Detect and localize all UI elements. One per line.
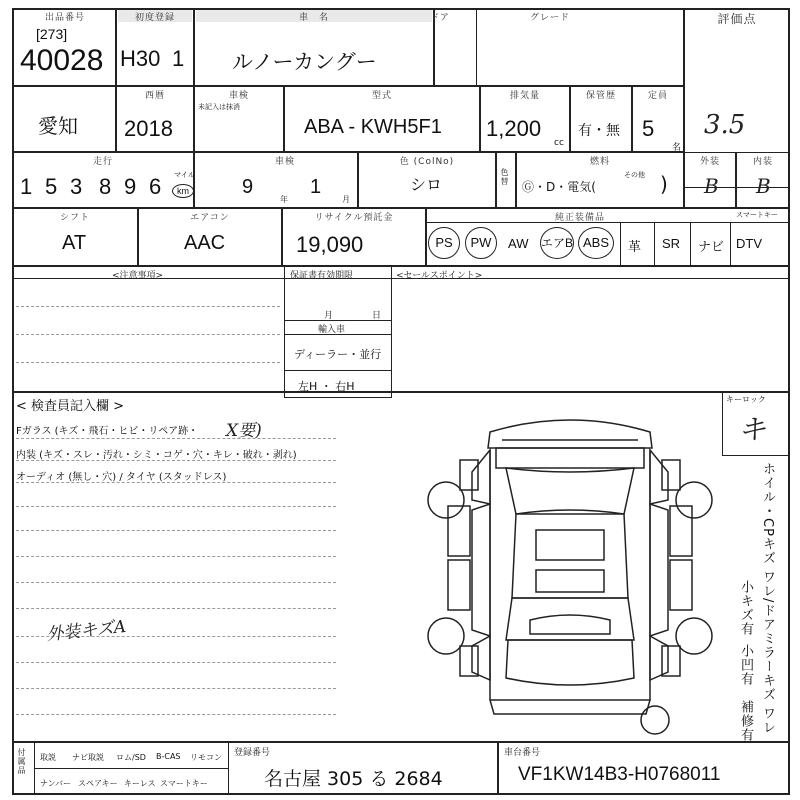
dealer-choice: ディーラー・並行 [294, 348, 382, 361]
notes-dash-3 [16, 362, 280, 363]
rating-value: 3.5 [704, 110, 746, 140]
mileage-unit-km: km [172, 184, 194, 198]
equip-abs: ABS [578, 227, 614, 259]
lot-bracket: [273] [36, 26, 68, 42]
fuel-label: 燃料 [589, 157, 610, 167]
equip-navi: ナビ [698, 240, 725, 255]
mileage-unit-mile: マイル [174, 171, 195, 179]
capacity-value: 5 [642, 116, 655, 141]
ac-label: エアコン [190, 213, 230, 223]
first-reg-era: H30 [120, 46, 161, 71]
interior-value: B [756, 174, 771, 198]
mileage-digit-4: 8 [99, 174, 112, 199]
car-name: ルノーカングー [232, 50, 377, 74]
sales-label: <セールスポイント> [396, 271, 483, 281]
vertical-note-4: 補修有 [738, 700, 753, 742]
acc-row2-2: スペアキー [78, 779, 118, 788]
inspection-note: 未記入は抹消 [198, 103, 240, 111]
keylock-mark: キ [738, 413, 767, 446]
warranty-label: 保証書有効期限 [290, 271, 354, 281]
ac-value: AAC [184, 232, 226, 254]
model-value: ABA - KWH5F1 [304, 116, 442, 138]
lot-label: 出品番号 [44, 13, 85, 23]
color-label: 色 (ColNo) [399, 157, 455, 167]
first-reg-month: 1 [172, 46, 185, 71]
inspector-dash-12 [16, 714, 336, 715]
import-label: 輸入車 [318, 325, 346, 335]
equip-divider-4 [730, 222, 731, 266]
ownership-value: 有・無 [578, 123, 620, 139]
year-label: 西暦 [144, 91, 165, 101]
color-change-label: 色替 [500, 168, 509, 186]
displacement-label: 排気量 [509, 91, 540, 101]
equip-aw: AW [508, 236, 529, 251]
mileage-digit-6: 6 [149, 174, 162, 199]
cc-unit: cc [554, 138, 564, 148]
vertical-note-3: 小凹有 [738, 644, 753, 686]
keylock-label: キーロック [726, 395, 766, 404]
equip-divider-3 [690, 222, 691, 266]
year-value: 2018 [124, 116, 173, 141]
vertical-note-2: 小キズ有 [738, 580, 753, 636]
name-label: 車 名 [298, 13, 329, 23]
inspector-line-3: オーディオ (無し・穴) / タイヤ (スタッドレス) [16, 472, 227, 483]
inspection-month: 1 [310, 176, 322, 198]
inspector-dash-8 [16, 608, 336, 609]
mileage-label: 走行 [92, 157, 113, 167]
model-label: 型式 [371, 91, 392, 101]
recycle-label: リサイクル預託金 [314, 213, 394, 223]
capacity-unit: 名 [672, 143, 682, 153]
inspection-top-label: 車検 [228, 91, 249, 101]
equip-header-line [426, 222, 790, 223]
first-reg-label: 初度登録 [134, 13, 175, 23]
plate-label: 登録番号 [234, 748, 271, 758]
shift-value: AT [62, 232, 87, 254]
equip-ps: PS [428, 227, 460, 259]
ownership-label: 保管歴 [585, 91, 616, 101]
acc-row1-2: ナビ取説 [72, 753, 104, 762]
inspector-dash-7 [16, 582, 336, 583]
inspection-year-suffix: 年 [280, 195, 288, 204]
accessories-label: 付属品 [17, 748, 26, 775]
caution-label: <注意事項> [112, 271, 164, 281]
equip-sr: SR [662, 236, 681, 251]
capacity-label: 定員 [647, 91, 668, 101]
inspector-dash-6 [16, 556, 336, 557]
inspector-line-2: 内装 (キズ・スレ・汚れ・シミ・コゲ・穴・キレ・破れ・剥れ) [16, 450, 297, 461]
door-label: ドア [430, 13, 450, 23]
acc-mid-line [34, 768, 228, 769]
inspection-date-label: 車検 [274, 157, 295, 167]
equip-airbag: エアB [540, 227, 574, 259]
handwritten-note: 外装キズA [45, 616, 128, 646]
inspector-dash-1 [16, 438, 336, 439]
notes-dash-2 [16, 334, 280, 335]
equip-dtv: DTV [736, 236, 762, 251]
acc-row1-1: 取説 [40, 753, 56, 762]
warranty-day: 日 [372, 311, 382, 321]
dealer-line [284, 370, 392, 371]
smartkey-label: スマートキー [736, 211, 778, 219]
warranty-line [284, 320, 392, 321]
inspection-month-suffix: 月 [342, 195, 350, 204]
exterior-label: 外装 [699, 157, 720, 167]
inspector-dash-4 [16, 506, 336, 507]
notes-cell [12, 266, 790, 392]
inspector-line-1: Fガラス (キズ・飛石・ヒビ・リペア跡・ [16, 426, 199, 437]
inspector-dash-2 [16, 460, 336, 461]
fuel-other: その他 [624, 171, 645, 179]
acc-row2-1: ナンバー [40, 779, 72, 788]
inspector-dash-10 [16, 662, 336, 663]
equip-divider-1 [620, 222, 621, 266]
inspector-dash-5 [16, 530, 336, 531]
notes-header-line [12, 278, 790, 279]
notes-dash-1 [16, 306, 280, 307]
grade-label: グレード [529, 13, 570, 23]
car-diagram [420, 410, 720, 740]
acc-row2-3: キーレス [124, 779, 156, 788]
mileage-digit-5: 9 [124, 174, 137, 199]
equip-leather: 革 [628, 240, 642, 255]
region: 愛知 [38, 114, 78, 138]
inspector-dash-3 [16, 482, 336, 483]
equip-pw: PW [465, 227, 497, 259]
mileage-digit-2: 5 [45, 174, 58, 199]
inspection-year: 9 [242, 176, 254, 198]
exterior-value: B [704, 174, 719, 198]
fuel-close: ) [660, 172, 668, 196]
steering-choice: 左H ・ 右H [298, 380, 355, 393]
grade-divider [476, 8, 477, 86]
rating-label: 評価点 [717, 12, 757, 26]
import-line [284, 334, 392, 335]
equipment-label: 純正装備品 [554, 213, 605, 223]
vin-value: VF1KW14B3-H0768011 [518, 764, 721, 785]
vin-label: 車台番号 [504, 748, 541, 758]
inspector-dash-11 [16, 688, 336, 689]
color-value: シロ [410, 175, 443, 194]
acc-row1-4: B-CAS [156, 752, 181, 761]
warranty-month: 月 [324, 311, 334, 321]
displacement-value: 1,200 [486, 116, 542, 141]
acc-row1-3: ロム/SD [116, 753, 146, 762]
lot-number: 40028 [20, 44, 104, 77]
acc-row2-4: スマートキー [160, 779, 208, 788]
shift-label: シフト [59, 213, 90, 223]
mileage-digit-3: 3 [70, 174, 83, 199]
recycle-value: 19,090 [296, 232, 364, 257]
fuel-options: Ⓖ・D・電気( [522, 180, 596, 194]
interior-label: 内装 [752, 157, 773, 167]
inspector-title: < 検査員記入欄 > [16, 399, 125, 414]
acc-row1-5: リモコン [190, 753, 222, 762]
vertical-note-1: ホイル・CPキズ ワレ/ドアミラーキズ ワレ [760, 462, 775, 735]
plate-value: 名古屋 305 る 2684 [264, 768, 443, 790]
equip-divider-2 [654, 222, 655, 266]
inspector-line-1-hand: X要) [226, 421, 262, 441]
mileage-digit-1: 1 [20, 174, 33, 199]
